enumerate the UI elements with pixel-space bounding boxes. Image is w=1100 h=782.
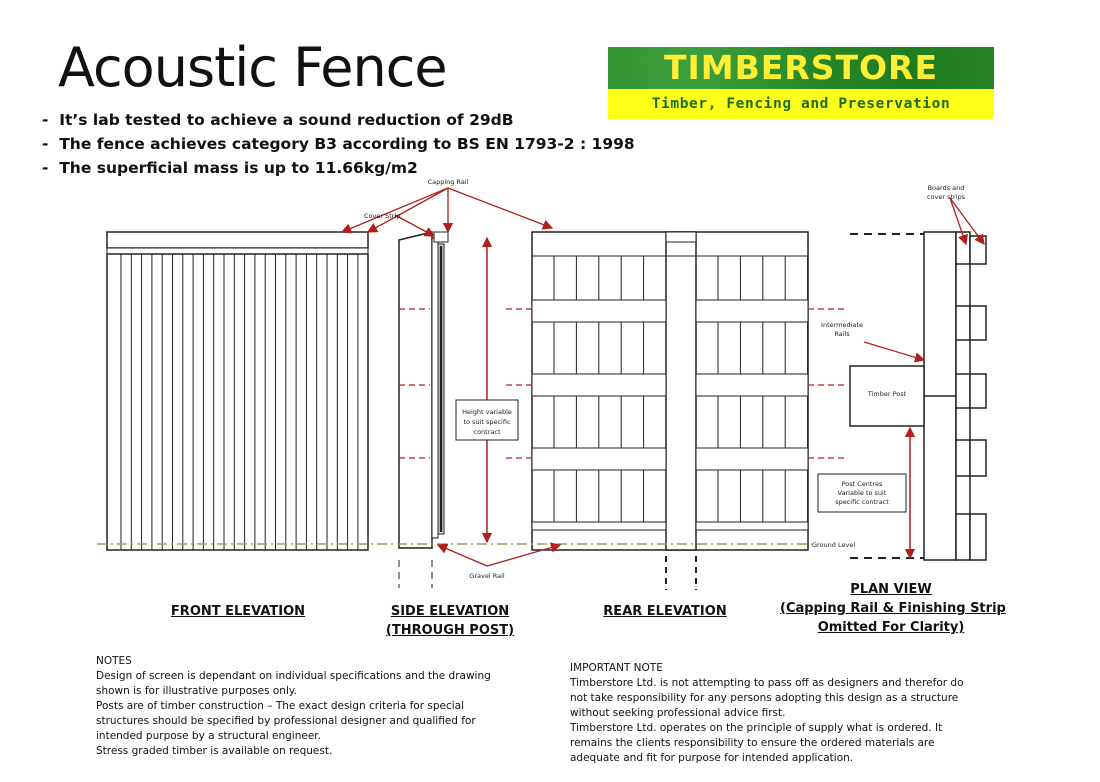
front-elevation [107, 232, 368, 550]
capping-rail-label: Capping Rail [427, 178, 469, 186]
height-variable-label: to suit specific [463, 418, 511, 426]
plan-view-sublabel: Omitted For Clarity) [817, 620, 965, 635]
important-note-heading: IMPORTANT NOTE [570, 662, 663, 674]
rail [532, 522, 666, 530]
front-elevation-label: FRONT ELEVATION [170, 604, 306, 619]
rear-elevation-label: REAR ELEVATION [603, 604, 727, 619]
intermediate-rails-label: Intermediate [821, 321, 863, 329]
rail [696, 522, 808, 530]
important-note-line: remains the clients responsibility to ensure the ordered materials are [570, 737, 935, 749]
rear-elevation [532, 232, 808, 590]
rail [696, 448, 808, 470]
important-note-line: Timberstore Ltd. operates on the principle of supply what is ordered. It [570, 722, 943, 734]
important-note-line: Timberstore Ltd. is not attempting to pass off as designers and therefor do [570, 677, 964, 689]
plan-board [970, 374, 986, 408]
plan-view-sublabel: (Capping Rail & Finishing Strip [780, 601, 1006, 616]
post-centres-label: Variable to suit [837, 489, 887, 497]
important-note-line: without seeking professional advice first. [570, 707, 786, 719]
notes-heading: NOTES [96, 655, 132, 667]
side-elevation [399, 232, 448, 588]
cover-strip-label: Cover Strip [364, 212, 401, 220]
notes-line: Stress graded timber is available on request. [96, 745, 333, 757]
logo-name: TIMBERSTORE [608, 47, 994, 89]
boards-cover-strips-label: cover strips [926, 193, 966, 201]
gravel-rail-label: Gravel Rail [469, 572, 505, 580]
notes-line: intended purpose by a structural engineer. [96, 730, 321, 742]
ground-level-label: Ground Level [812, 541, 856, 549]
feature-item: - It’s lab tested to achieve a sound reduction of 29dB [42, 108, 635, 132]
rail [696, 300, 808, 322]
rail [532, 300, 666, 322]
feature-item: - The superficial mass is up to 11.66kg/m2 [42, 156, 635, 180]
notes-line: Posts are of timber construction – The exact design criteria for special [96, 700, 465, 712]
important-note-line: not take responsibility for any persons adopting this design as a structure [570, 692, 959, 704]
important-note-section [570, 661, 964, 766]
post-centres-label: specific contract [835, 498, 889, 506]
rail [532, 374, 666, 396]
notes-line: Design of screen is dependant on individual specifications and the drawing [96, 670, 491, 682]
plan-view-label: PLAN VIEW [850, 582, 932, 597]
notes-line: shown is for illustrative purposes only. [96, 685, 297, 697]
plan-board [970, 306, 986, 340]
side-elevation-sublabel: (THROUGH POST) [385, 623, 515, 638]
side-elevation-label: SIDE ELEVATION [390, 604, 510, 619]
feature-item: - The fence achieves category B3 according to BS EN 1793-2 : 1998 [42, 132, 635, 156]
rail [532, 448, 666, 470]
height-variable-label: contract [473, 428, 501, 436]
page-title: Acoustic Fence [58, 36, 447, 99]
height-variable-label: Height variable [462, 408, 512, 416]
logo-tagline: Timber, Fencing and Preservation [608, 89, 994, 119]
plan-board [970, 514, 986, 560]
notes-section [96, 654, 491, 759]
important-note-line: adequate and fit for purpose for intended application. [570, 752, 854, 764]
timber-post-label: Timber Post [867, 390, 907, 398]
boards-cover-strips-label: Boards and [927, 184, 965, 192]
plan-board [970, 236, 986, 264]
plan-board [970, 440, 986, 476]
notes-line: structures should be specified by professional designer and qualified for [96, 715, 476, 727]
post-centres-label: Post Centres [841, 480, 883, 488]
rail [696, 374, 808, 396]
intermediate-rails-label: Rails [834, 330, 850, 338]
